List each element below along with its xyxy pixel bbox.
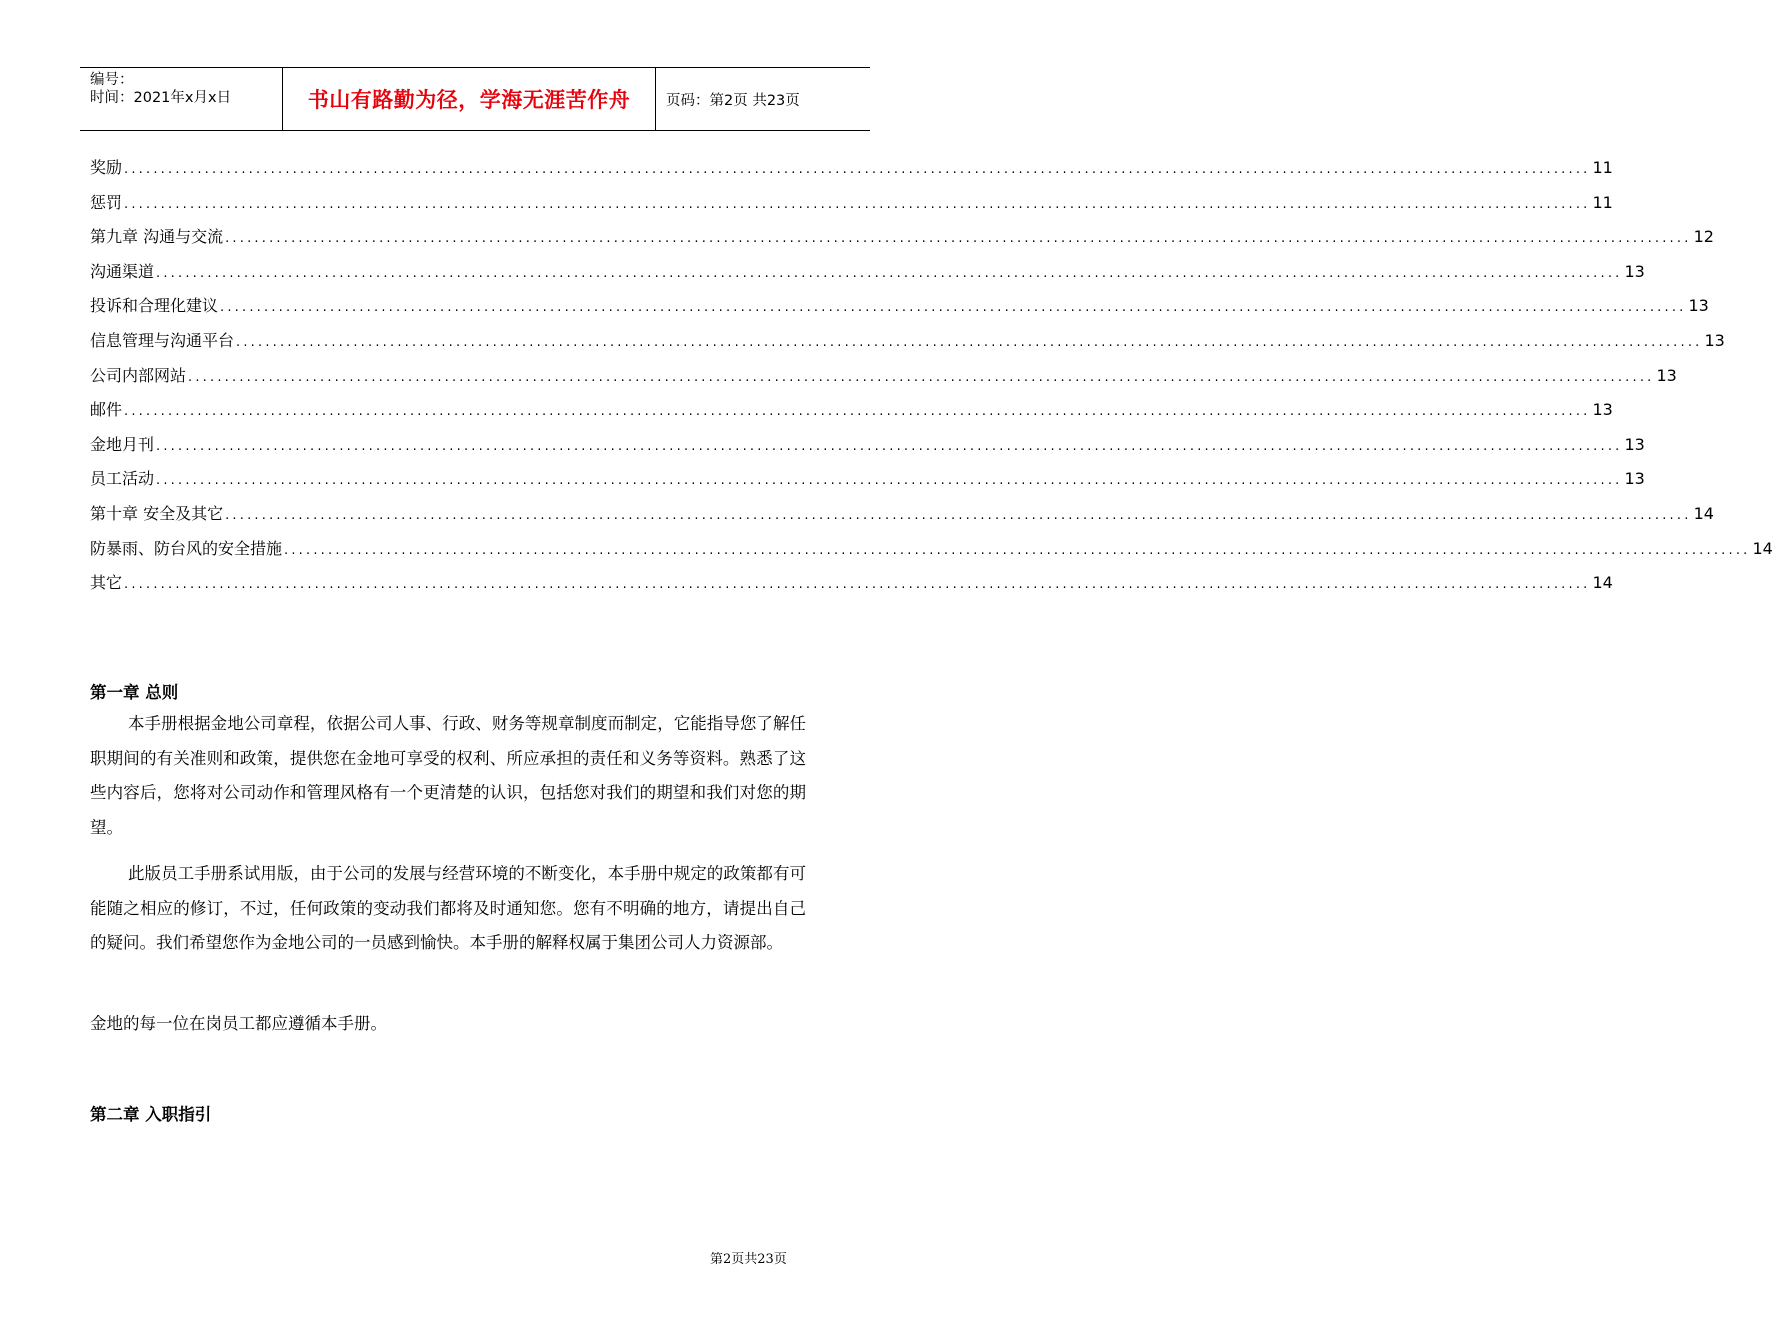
toc-entry-page: 11 — [1592, 158, 1613, 177]
toc-entry[interactable] — [90, 155, 1613, 190]
toc-entry[interactable] — [90, 363, 1677, 398]
toc-entry-page: 14 — [1592, 573, 1613, 593]
toc-entry-page: 13 — [1624, 469, 1645, 489]
header-page-info: 页码：第2页 共23页 — [666, 92, 800, 109]
toc-dot-leader: ........................................................................................................................................................................................................ — [236, 334, 1703, 350]
toc-entry-page: 13 — [1592, 400, 1613, 420]
toc-entry-page: 13 — [1656, 365, 1677, 385]
page-header — [80, 67, 870, 131]
toc-entry-page: 14 — [1693, 503, 1714, 523]
toc-entry-title: 第九章 沟通与交流 — [90, 227, 224, 247]
toc-entry-page: 14 — [1752, 538, 1773, 558]
toc-entry-title: 第十章 安全及其它 — [90, 503, 224, 523]
toc-entry[interactable] — [90, 397, 1613, 432]
toc-entry-title: 公司内部网站 — [90, 365, 187, 385]
toc-entry-title: 员工活动 — [90, 469, 155, 489]
toc-entry-title: 邮件 — [90, 400, 123, 420]
toc-entry-page: 12 — [1693, 227, 1714, 247]
toc-entry[interactable] — [90, 570, 1613, 605]
header-meta — [80, 68, 282, 130]
toc-entry-page: 13 — [1624, 434, 1645, 454]
toc-entry[interactable] — [90, 259, 1645, 294]
toc-entry-title: 沟通渠道 — [90, 261, 155, 281]
toc-dot-leader: ........................................................................................................................................................................................................ — [124, 404, 1591, 420]
toc-entry[interactable] — [90, 501, 1714, 536]
toc-entry[interactable] — [90, 536, 1773, 571]
toc-entry[interactable] — [90, 190, 1613, 225]
page-footer: 第2页共23页 — [710, 1252, 787, 1267]
toc-entry[interactable] — [90, 328, 1725, 363]
toc-dot-leader: ........................................................................................................................................................................................................ — [225, 507, 1692, 523]
toc-dot-leader: ........................................................................................................................................................................................................ — [156, 473, 1623, 489]
toc-dot-leader: ........................................................................................................................................................................................................ — [156, 438, 1623, 454]
document-number-label: 编号： — [90, 72, 134, 88]
toc-entry-title: 惩罚 — [90, 192, 123, 212]
toc-dot-leader: ........................................................................................................................................................................................................ — [225, 231, 1692, 247]
toc-dot-leader: ........................................................................................................................................................................................................ — [124, 196, 1591, 212]
toc-entry-title: 投诉和合理化建议 — [90, 296, 219, 316]
chapter-2-title: 第二章 入职指引 — [90, 1105, 212, 1124]
toc-entry[interactable] — [90, 293, 1709, 328]
toc-entry-page: 13 — [1624, 261, 1645, 281]
toc-dot-leader: ........................................................................................................................................................................................................ — [124, 162, 1591, 177]
toc-entry[interactable] — [90, 224, 1714, 259]
toc-entry-title: 其它 — [90, 573, 123, 593]
chapter-1-paragraph-2: 此版员工手册系试用版，由于公司的发展与经营环境的不断变化，本手册中规定的政策都有可能随之相应的修订，不过，任何政策的变动我们都将及时通知您。您有不明确的地方，请提出自己的疑问。我们希望您作为金地公司的一员感到愉快。本手册的解释权属于集团公司人力资源部。 — [90, 864, 806, 953]
toc-entry[interactable] — [90, 432, 1645, 467]
toc-entry-title: 奖励 — [90, 158, 123, 177]
toc-entry-page: 13 — [1704, 330, 1725, 350]
toc-entry-title: 防暴雨、防台风的安全措施 — [90, 538, 283, 558]
toc-entry-title: 金地月刊 — [90, 434, 155, 454]
toc-entry-title: 信息管理与沟通平台 — [90, 330, 235, 350]
chapter-1-paragraph-3: 金地的每一位在岗员工都应遵循本手册。 — [90, 1014, 387, 1033]
toc-dot-leader: ........................................................................................................................................................................................................ — [124, 577, 1591, 593]
toc-dot-leader: ........................................................................................................................................................................................................ — [220, 300, 1687, 316]
toc-entry-page: 11 — [1592, 192, 1613, 212]
toc-entry[interactable] — [90, 466, 1645, 501]
chapter-1-title: 第一章 总则 — [90, 683, 179, 702]
toc-dot-leader: ........................................................................................................................................................................................................ — [188, 369, 1655, 385]
toc-dot-leader: ........................................................................................................................................................................................................ — [284, 542, 1751, 558]
toc-entry-page: 13 — [1688, 296, 1709, 316]
table-of-contents — [90, 155, 1773, 605]
chapter-1-paragraph-1: 本手册根据金地公司章程，依据公司人事、行政、财务等规章制度而制定，它能指导您了解任职期间的有关准则和政策，提供您在金地可享受的权利、所应承担的责任和义务等资料。熟悉了这些内容后，您将对公司动作和管理风格有一个更清楚的认识，包括您对我们的期望和我们对您的期望。 — [90, 714, 806, 837]
header-motto: 书山有路勤为径，学海无涯苦作舟 — [282, 68, 656, 130]
document-time-label: 时间：2021年x月x日 — [90, 90, 232, 106]
toc-dot-leader: ........................................................................................................................................................................................................ — [156, 265, 1623, 281]
